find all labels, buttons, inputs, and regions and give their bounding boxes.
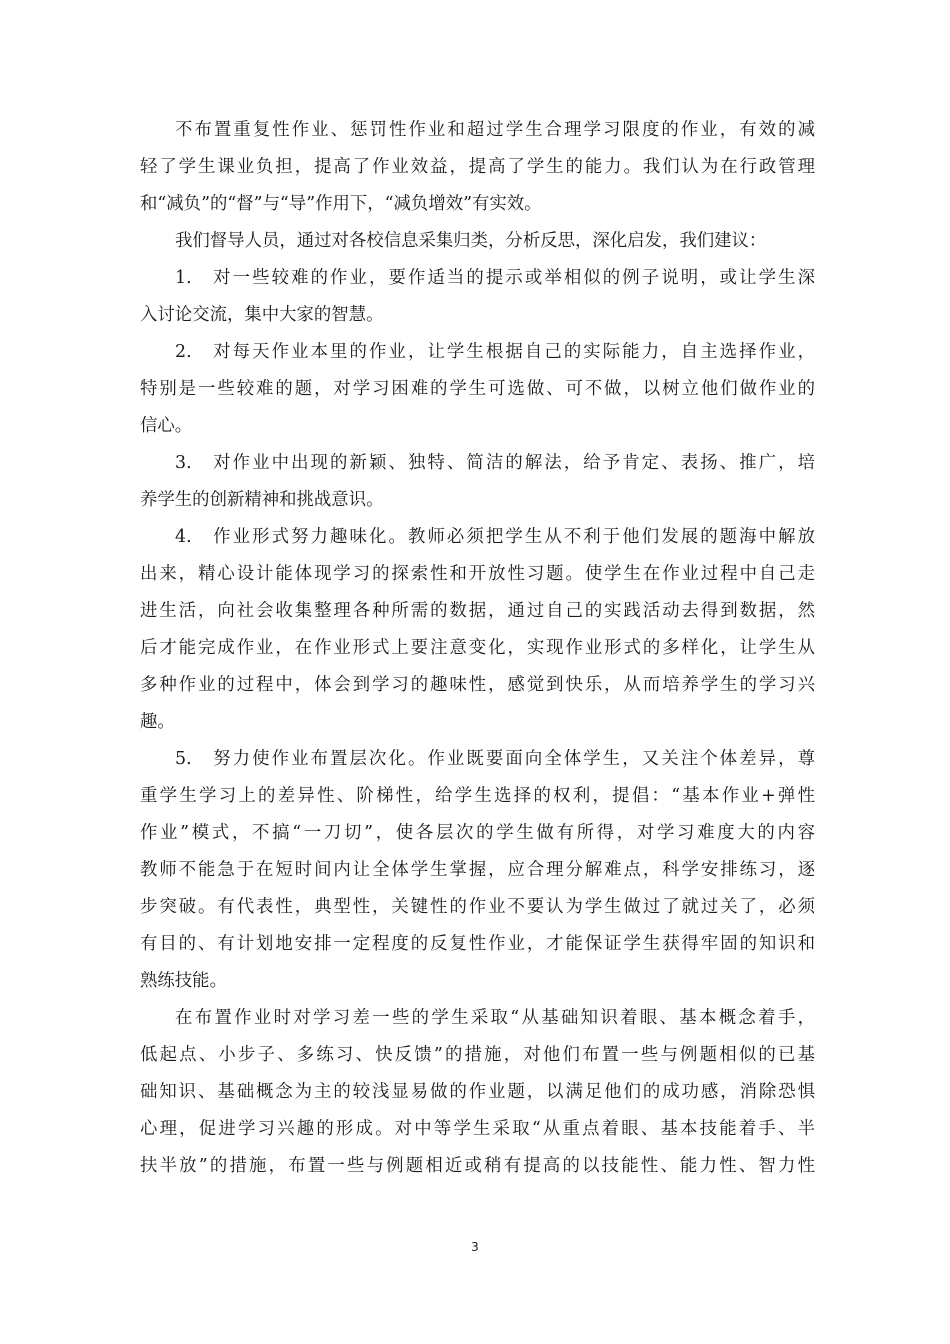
text-line: 4. 作业形式努力趣味化。教师必须把学生从不利于他们发展的题海中解放	[175, 527, 815, 547]
text-line: 信心。	[140, 416, 193, 436]
text-line: 多种作业的过程中，体会到学习的趣味性，感觉到快乐，从而培养学生的学习兴	[140, 675, 815, 695]
text-line: 不布置重复性作业、惩罚性作业和超过学生合理学习限度的作业，有效的减	[175, 120, 815, 140]
text-line: 在布置作业时对学习差一些的学生采取“从基础知识着眼、基本概念着手，	[175, 1008, 815, 1028]
document-body	[140, 112, 815, 1185]
text-line: 后才能完成作业，在作业形式上要注意变化，实现作业形式的多样化，让学生从	[140, 638, 815, 658]
text-line: 我们督导人员，通过对各校信息采集归类，分析反思，深化启发，我们建议：	[175, 231, 767, 251]
text-line: 有目的、有计划地安排一定程度的反复性作业，才能保证学生获得牢固的知识和	[140, 934, 815, 954]
text-line: 扶半放”的措施，布置一些与例题相近或稍有提高的以技能性、能力性、智力性	[140, 1156, 815, 1176]
text-line: 入讨论交流，集中大家的智慧。	[140, 305, 384, 325]
text-line: 础知识、基础概念为主的较浅显易做的作业题，以满足他们的成功感，消除恐惧	[140, 1082, 815, 1102]
text-line: 出来，精心设计能体现学习的探索性和开放性习题。使学生在作业过程中自己走	[140, 564, 815, 584]
text-line: 养学生的创新精神和挑战意识。	[140, 490, 384, 510]
text-line: 3. 对作业中出现的新颖、独特、简洁的解法，给予肯定、表扬、推广，培	[175, 453, 815, 473]
text-line: 5. 努力使作业布置层次化。作业既要面向全体学生，又关注个体差异，尊	[175, 749, 815, 769]
text-line: 教师不能急于在短时间内让全体学生掌握，应合理分解难点，科学安排练习，逐	[140, 860, 815, 880]
text-line: 2. 对每天作业本里的作业，让学生根据自己的实际能力，自主选择作业，	[175, 342, 815, 362]
text-line: 1. 对一些较难的作业，要作适当的提示或举相似的例子说明，或让学生深	[175, 268, 815, 288]
text-line: 轻了学生课业负担，提高了作业效益，提高了学生的能力。我们认为在行政管理	[140, 157, 815, 177]
text-line: 重学生学习上的差异性、阶梯性，给学生选择的权利，提倡：“基本作业+弹性	[140, 786, 815, 806]
text-line: 步突破。有代表性，典型性，关键性的作业不要认为学生做过了就过关了，必须	[140, 897, 815, 917]
text-line: 心理，促进学习兴趣的形成。对中等学生采取“从重点着眼、基本技能着手、半	[140, 1119, 815, 1139]
text-line: 低起点、小步子、多练习、快反馈”的措施，对他们布置一些与例题相似的已基	[140, 1045, 815, 1065]
text-line: 熟练技能。	[140, 971, 227, 991]
text-line: 作业”模式，不搞“一刀切”，使各层次的学生做有所得，对学习难度大的内容	[140, 823, 815, 843]
text-line: 进生活，向社会收集整理各种所需的数据，通过自己的实践活动去得到数据，然	[140, 601, 815, 621]
text-line: 趣。	[140, 712, 175, 732]
text-line: 和“减负”的“督”与“导”作用下，“减负增效”有实效。	[140, 194, 542, 214]
text-line: 特别是一些较难的题，对学习困难的学生可选做、可不做，以树立他们做作业的	[140, 379, 815, 399]
page-number: 3	[471, 1240, 479, 1254]
